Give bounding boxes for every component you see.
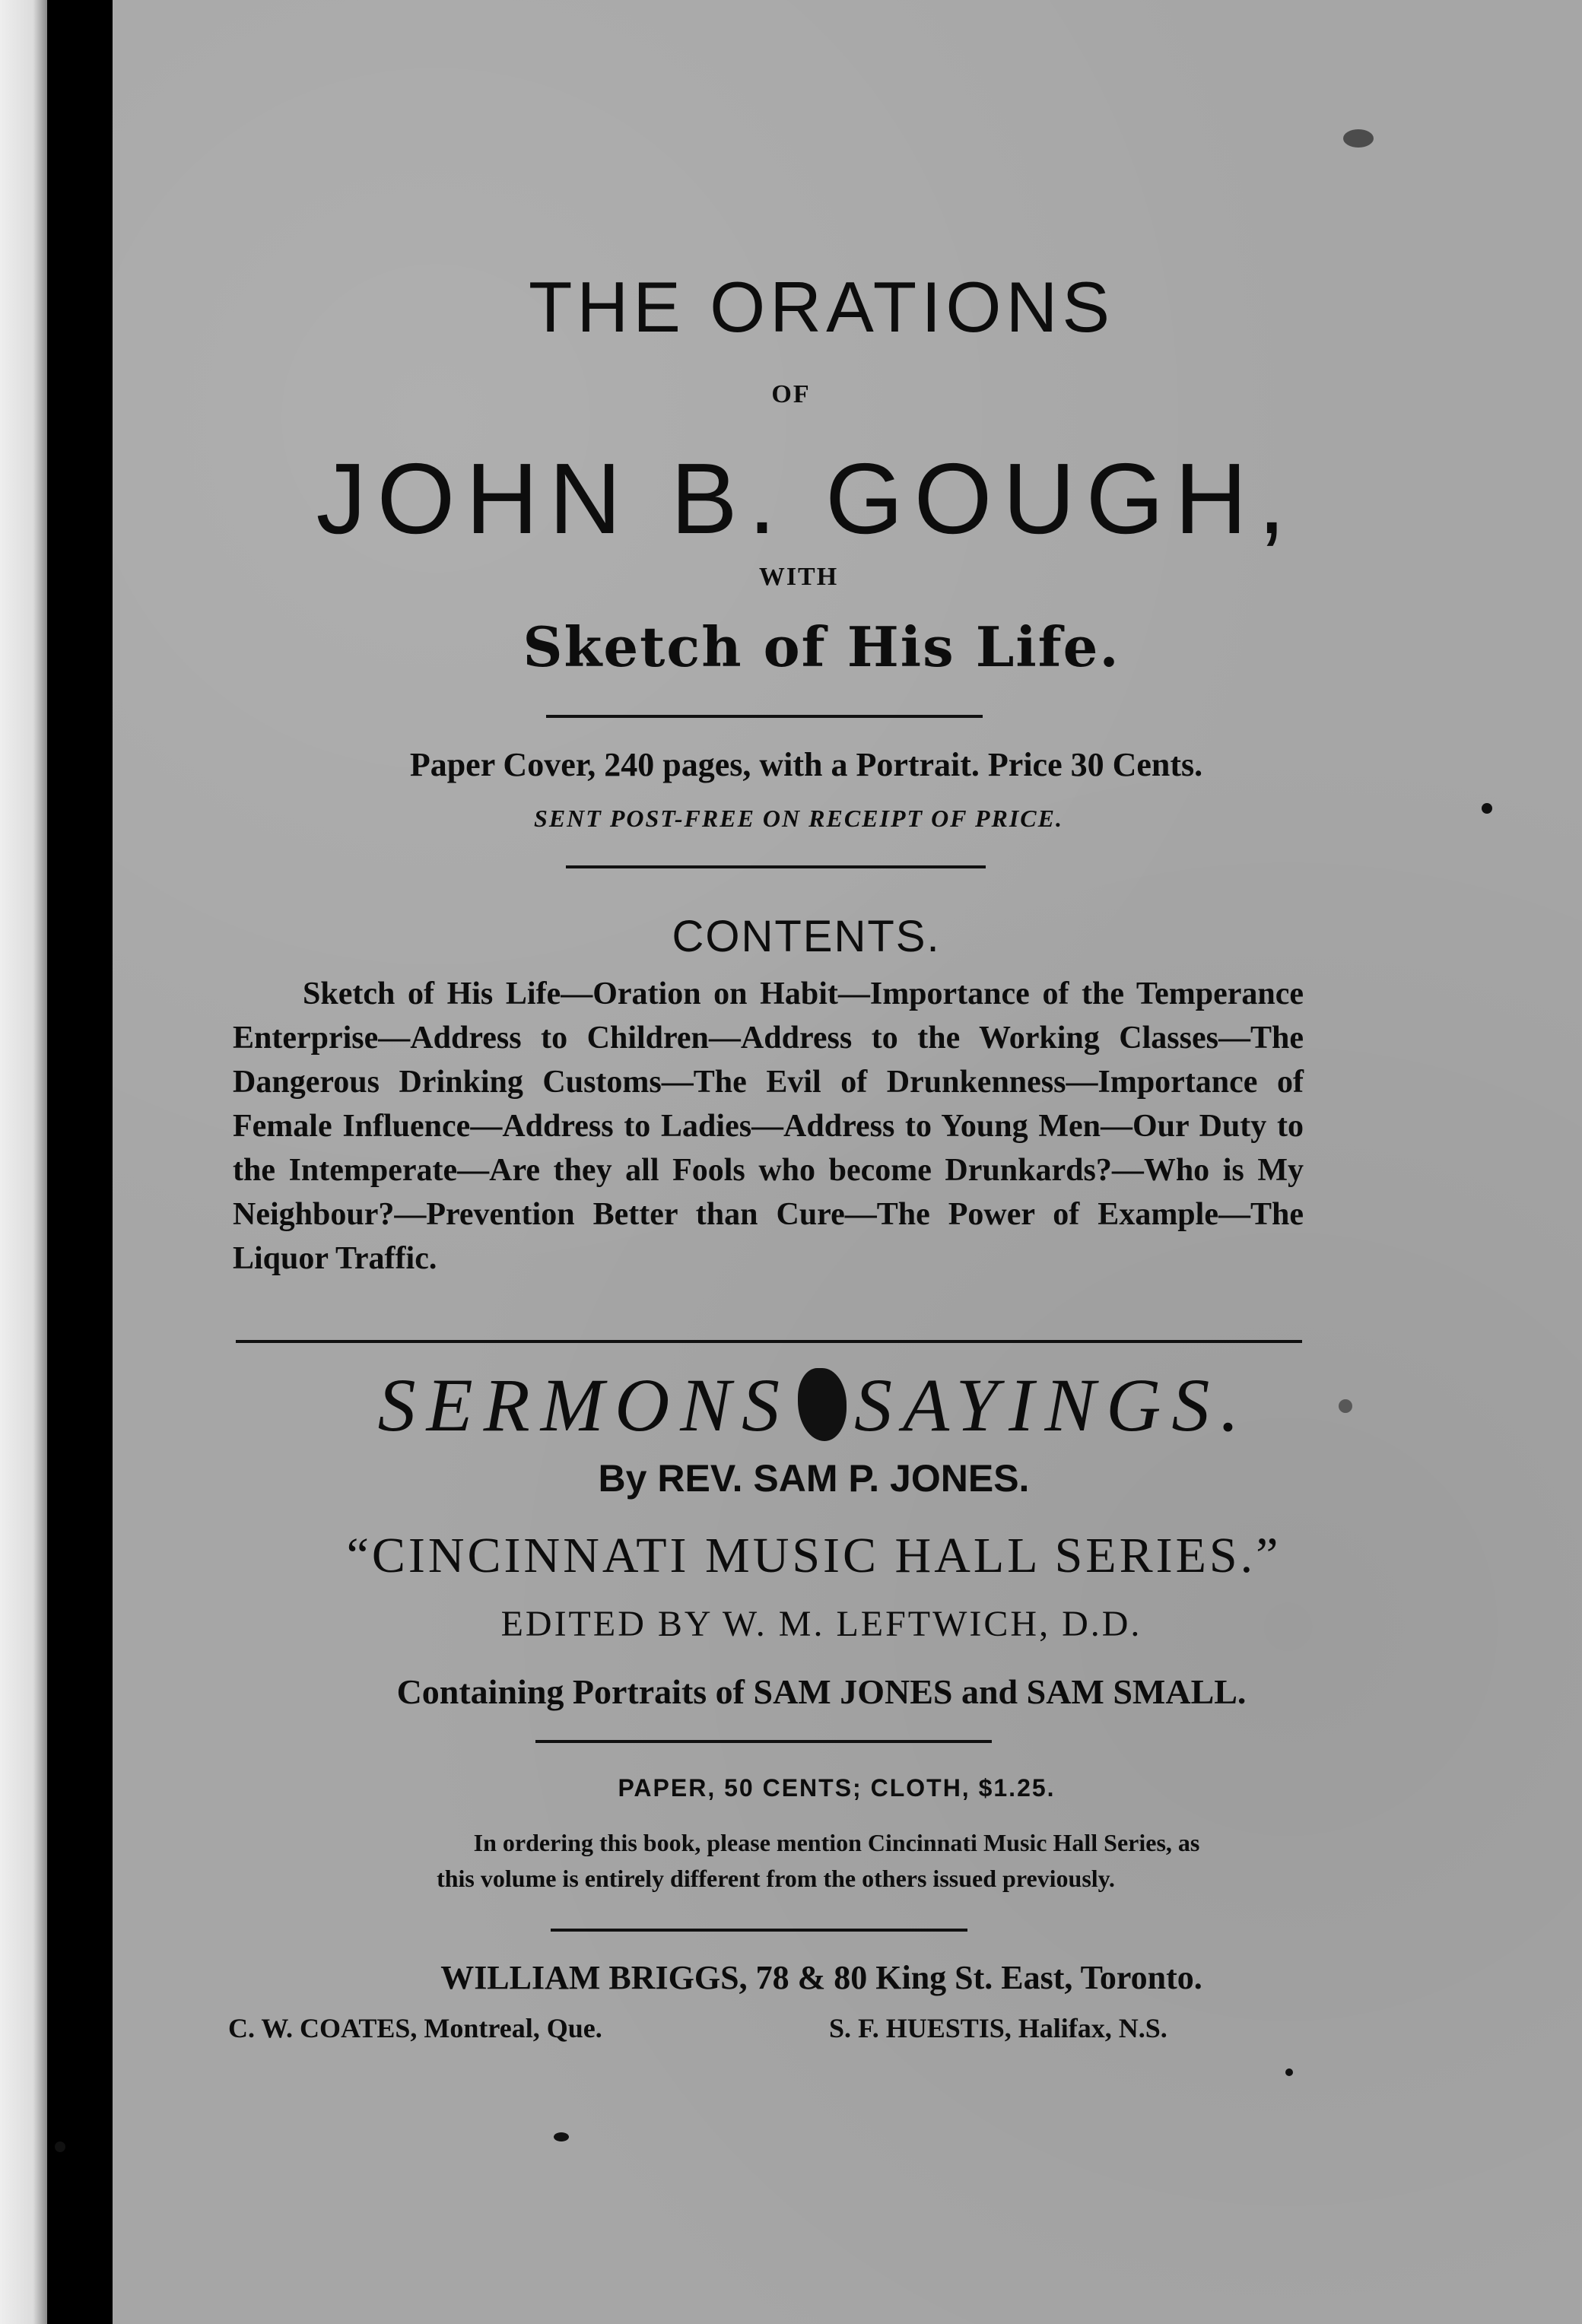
divider-rule <box>566 865 986 868</box>
portraits-note: Containing Portraits of SAM JONES and SAM SMALL. <box>396 1672 1247 1711</box>
divider-rule <box>236 1340 1302 1343</box>
post-free-note: SENT POST-FREE ON RECEIPT OF PRICE. <box>534 805 1063 832</box>
contents-list: Sketch of His Life—Oration on Habit—Importance of the Temperance Enterprise—Address to Children—Address to the Working Classes—The Dangerous Drinking Customs—The Evil of Drunkenness—Importance of Female Influence—Address to Ladies—Address to Young Men—Our Duty to the Intemperate—Are they all Fools who become Drunkards?—Who is My Neighbour?—Prevention Better than Cure—The Power of Example—The Liquor Traffic. <box>233 976 1304 1276</box>
divider-rule <box>551 1929 967 1932</box>
ampersand-ornament <box>798 1368 847 1441</box>
ink-speck <box>55 2141 65 2152</box>
book-title: THE ORATIONS <box>528 267 1115 347</box>
title-with: WITH <box>758 563 839 591</box>
halifax-agent: S. F. HUESTIS, Halifax, N.S. <box>829 2013 1167 2043</box>
ink-speck <box>554 2132 569 2141</box>
editor-line: EDITED BY W. M. LEFTWICH, D.D. <box>500 1604 1142 1644</box>
sermons-author: By REV. SAM P. JONES. <box>598 1457 1030 1500</box>
sketch-subtitle: Sketch of His Life. <box>523 614 1120 679</box>
price-line: PAPER, 50 CENTS; CLOTH, $1.25. <box>618 1774 1056 1802</box>
ink-speck <box>1339 1399 1352 1413</box>
paper-cover-info: Paper Cover, 240 pages, with a Portrait. Price 30 Cents. <box>409 746 1203 783</box>
ordering-note-line-1: In ordering this book, please mention Cincinnati Music Hall Series, as <box>473 1829 1200 1856</box>
ordering-note-line-2: this volume is entirely different from the others issued previously. <box>437 1865 1115 1892</box>
divider-rule <box>546 715 983 718</box>
series-name: “CINCINNATI MUSIC HALL SERIES.” <box>346 1528 1282 1583</box>
ink-speck <box>1482 803 1492 814</box>
title-of: OF <box>771 380 811 408</box>
publisher-line: WILLIAM BRIGGS, 78 & 80 King St. East, Toronto. <box>440 1959 1202 1996</box>
sermons-word: SERMONS <box>377 1363 790 1447</box>
sayings-word: SAYINGS. <box>853 1363 1250 1447</box>
divider-rule <box>535 1740 992 1743</box>
ink-speck <box>1285 2068 1293 2076</box>
ink-speck <box>1343 129 1374 148</box>
author-name: JOHN B. GOUGH, <box>316 443 1297 554</box>
montreal-agent: C. W. COATES, Montreal, Que. <box>228 2013 602 2043</box>
contents-heading: CONTENTS. <box>672 912 941 961</box>
